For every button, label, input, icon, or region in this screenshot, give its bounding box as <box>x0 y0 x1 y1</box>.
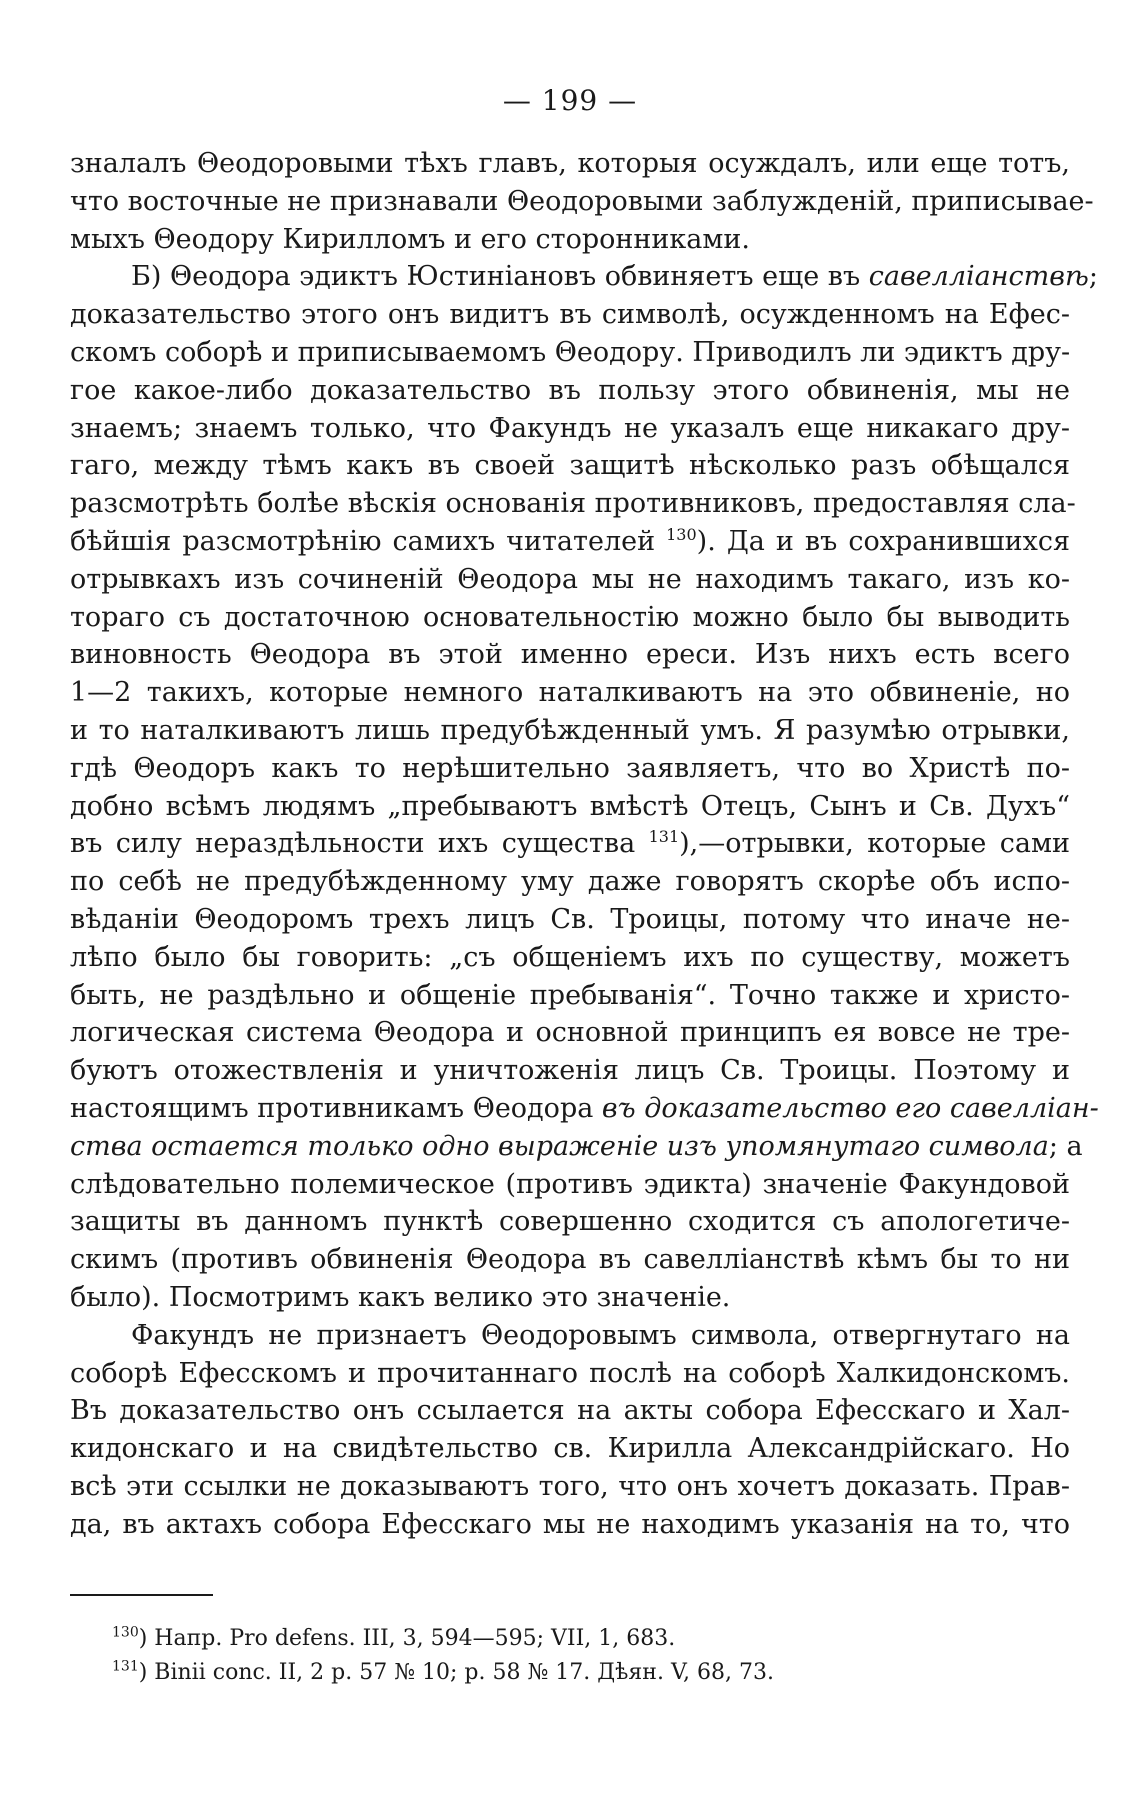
italic-term: савелліанствѣ <box>868 261 1089 293</box>
footnote-divider <box>70 1594 213 1596</box>
text-line: зналалъ Θеодоровыми тѣхъ главъ, которыя осуждалъ, или еще тотъ, <box>70 148 1070 179</box>
text-segment: ). Да и въ сохранившихся <box>696 525 1071 557</box>
footnote-mark: 130 <box>112 1624 139 1641</box>
text-line: вѣданіи Θеодоромъ трехъ лицъ Св. Троицы, потому что иначе не- <box>70 903 1070 935</box>
footnote-mark: 131 <box>112 1658 139 1675</box>
footnotes <box>112 1622 1032 1690</box>
text-line: логическая система Θеодора и основной принципъ ея вовсе не тре- <box>70 1017 1070 1049</box>
footnote-131 <box>112 1656 1032 1690</box>
paragraph-3 <box>70 1317 1070 1544</box>
footnote-130 <box>112 1622 1032 1656</box>
text-line: доказательство этого онъ видитъ въ символѣ, осужденномъ на Ефес- <box>70 299 1070 331</box>
text-line: мыхъ Θеодору Кирилломъ и его сторонниками. <box>70 223 750 255</box>
text-segment: въ силу нераздѣльности ихъ существа <box>70 828 636 860</box>
text-line: тораго съ достаточною основательностію можно было бы выводить <box>70 601 1070 633</box>
text-line: буютъ отожествленія и уничтоженія лицъ Св. Троицы. Поэтому и <box>70 1055 1070 1087</box>
text-line: Въ доказательство онъ ссылается на акты собора Ефесскаго и Хал- <box>70 1395 1070 1427</box>
text-line: 1—2 такихъ, которые немного наталкиваютъ на это обвиненіе, но <box>70 677 1070 709</box>
text-line: слѣдовательно полемическое (противъ эдикта) значеніе Факундовой <box>70 1168 1070 1200</box>
text-line: гдѣ Θеодоръ какъ то нерѣшительно заявляетъ, что во Христѣ по- <box>70 752 1070 784</box>
page-number: — 199 — <box>502 84 638 117</box>
text-line <box>70 1090 1099 1128</box>
text-line: гое какое-либо доказательство въ пользу этого обвиненія, мы не <box>70 374 1070 406</box>
text-segment: настоящимъ противникамъ Θеодора <box>70 1092 594 1124</box>
text-line: защиты въ данномъ пунктѣ совершенно сходится съ апологетиче- <box>70 1206 1070 1238</box>
text-line: да, въ актахъ собора Ефесскаго мы не находимъ указанія на то, что <box>70 1508 1070 1540</box>
text-segment: ),—отрывки, которые сами <box>679 828 1070 860</box>
text-segment: ; <box>1088 261 1098 293</box>
text-segment: бѣйшія разсмотрѣнію самихъ читателей <box>70 525 656 557</box>
text-line <box>70 258 1098 296</box>
footnote-text: ) Напр. Pro defens. III, 3, 594—595; VII, 1, 683. <box>138 1626 676 1651</box>
text-line: виновность Θеодора въ этой именно ереси. Изъ нихъ есть всего <box>70 639 1070 671</box>
text-line: что восточные не признавали Θеодоровыми заблужденій, приписывае- <box>70 185 1094 217</box>
footnote-ref-131[interactable]: 131 <box>648 827 680 847</box>
text-line <box>70 825 1070 863</box>
text-line: кидонскаго и на свидѣтельство св. Кирилла Александрійскаго. Но <box>70 1433 1070 1465</box>
text-line: по себѣ не предубѣжденному уму даже говорятъ скорѣе объ испо- <box>70 866 1070 898</box>
paragraph-2 <box>70 258 1099 1316</box>
text-line <box>70 523 1070 561</box>
text-line: и то наталкиваютъ лишь предубѣжденный умъ. Я разумѣю отрывки, <box>70 714 1070 746</box>
text-line: было). Посмотримъ какъ велико это значеніе. <box>70 1281 731 1313</box>
text-line: знаемъ; знаемъ только, что Факундъ не указалъ еще никакаго дру- <box>70 412 1070 444</box>
text-segment: ; а <box>1048 1130 1083 1162</box>
footnote-ref-130[interactable]: 130 <box>666 524 697 544</box>
text-line: скимъ (противъ обвиненія Θеодора въ савелліанствѣ кѣмъ бы то ни <box>70 1244 1070 1276</box>
footnote-text: ) Binii conc. II, 2 p. 57 № 10; p. 58 № 17. Дѣян. V, 68, 73. <box>138 1660 774 1685</box>
text-line: добно всѣмъ людямъ „пребываютъ вмѣстѣ Отецъ, Сынъ и Св. Духъ“ <box>70 790 1070 822</box>
text-line: соборѣ Ефесскомъ и прочитаннаго послѣ на соборѣ Халкидонскомъ. <box>70 1357 1070 1389</box>
text-line: лѣпо было бы говорить: „съ общеніемъ ихъ по существу, можетъ <box>70 941 1070 973</box>
text-segment: Б) Θеодора эдиктъ Юстиніановъ обвиняетъ еще въ <box>131 261 861 293</box>
text-line <box>70 1128 1083 1166</box>
text-line: быть, не раздѣльно и общеніе пребыванія“. Точно также и христо- <box>70 979 1070 1011</box>
paragraph-1 <box>70 145 1094 258</box>
text-line: скомъ соборѣ и приписываемомъ Θеодору. Приводилъ ли эдиктъ дру- <box>70 336 1071 368</box>
body-text <box>70 145 1099 1543</box>
italic-phrase: въ доказательство его савелліан- <box>601 1092 1099 1124</box>
italic-phrase: ства остается только одно выраженіе изъ упомянутаго символа <box>70 1130 1049 1162</box>
text-line: гаго, между тѣмъ какъ въ своей защитѣ нѣсколько разъ обѣщался <box>70 450 1070 482</box>
text-line: всѣ эти ссылки не доказываютъ того, что онъ хочетъ доказать. Прав- <box>70 1470 1070 1502</box>
text-line: отрывкахъ изъ сочиненій Θеодора мы не находимъ такаго, изъ ко- <box>70 563 1070 595</box>
text-line: Факундъ не признаетъ Θеодоровымъ символа, отвергнутаго на <box>131 1319 1070 1351</box>
text-line: разсмотрѣть болѣе вѣскія основанія противниковъ, предоставляя сла- <box>70 488 1076 520</box>
